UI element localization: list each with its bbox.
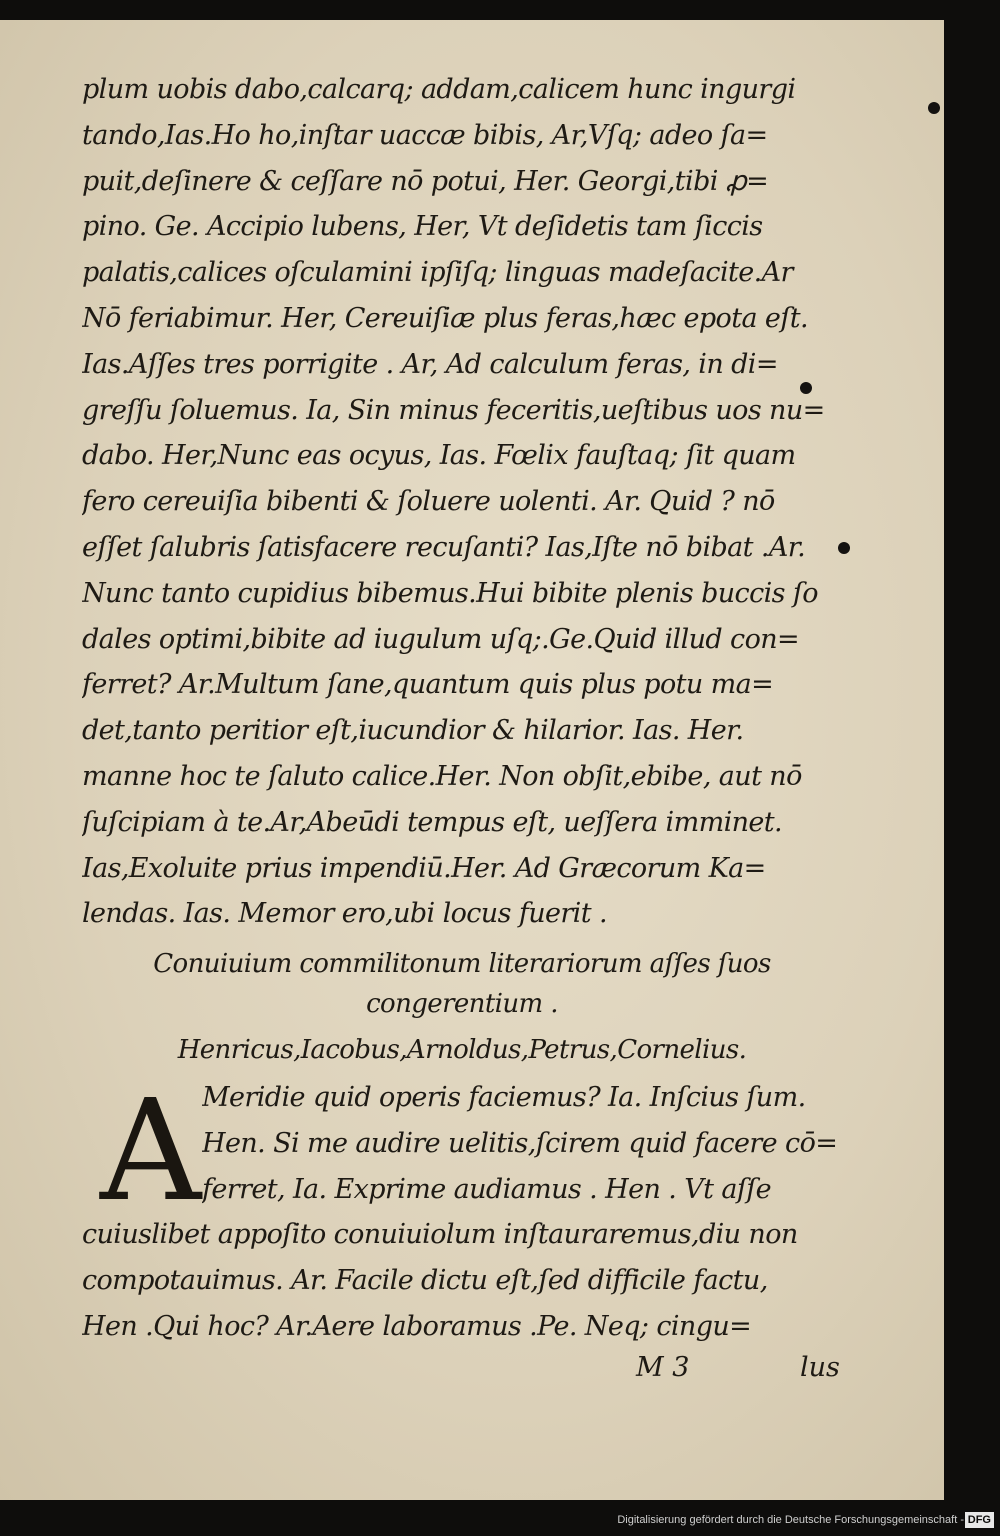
text-line: compotauimus. Ar. Facile dictu eſt,ſed difficile factu, xyxy=(82,1265,768,1297)
text-line: Ias.Aſſes tres porrigite . Ar, Ad calculum feras, in di= xyxy=(82,348,778,380)
text-line: Hen .Qui hoc? Ar.Aere laboramus .Pe. Neq; cingu= xyxy=(82,1311,752,1342)
text-line: manne hoc te ſaluto calice.Her. Non obſit,ebibe, aut nō xyxy=(82,761,802,792)
section-heading-line-1: Conuiuium commilitonum literariorum aſſes ſuos xyxy=(153,949,771,979)
text-line: lendas. Ias. Memor ero,ubi locus fuerit . xyxy=(82,898,607,930)
signature-mark: M 3 xyxy=(636,1352,690,1383)
text-line: tando,Ias.Ho ho,inſtar uaccæ bibis, Ar,Vſq; adeo ſa= xyxy=(82,119,768,151)
text-line: det,tanto peritior eſt,iucundior & hilarior. Ias. Her. xyxy=(82,715,744,747)
text-line: palatis,calices oſculamini ipſiſq; linguas madeſacite.Ar xyxy=(82,257,793,289)
text-line: fero cereuiſia bibenti & ſoluere uolenti. Ar. Quid ? nō xyxy=(82,486,775,518)
text-line: eſſet ſalubris ſatisfacere recuſanti? Ias,Iſte nō bibat .Ar. xyxy=(82,532,806,563)
text-line: ſuſcipiam à te.Ar,Abeūdi tempus eſt, ueſſera imminet. xyxy=(82,806,783,838)
text-line: greſſu ſoluemus. Ia, Sin minus feceritis,ueſtibus uos nu= xyxy=(82,394,825,426)
book-page xyxy=(0,20,944,1500)
text-line: pino. Ge. Accipio lubens, Her, Vt deſidetis tam ſiccis xyxy=(82,211,763,243)
text-line: Hen. Si me audire uelitis,ſcirem quid facere cō= xyxy=(202,1127,838,1159)
text-line: cuiuslibet appoſito conuiuiolum inſtauraremus,diu non xyxy=(82,1219,798,1251)
text-line: dabo. Her,Nunc eas ocyus, Ias. Fœlix fauſtaq; ſit quam xyxy=(82,440,796,472)
ink-spot xyxy=(838,542,850,554)
dfg-logo: DFG xyxy=(965,1512,994,1528)
text-line: plum uobis dabo,calcarq; addam,calicem hunc ingurgi xyxy=(82,74,796,105)
text-line: ferret, Ia. Exprime audiamus . Hen . Vt aſſe xyxy=(202,1173,771,1205)
text-line: Nunc tanto cupidius bibemus.Hui bibite plenis buccis ſo xyxy=(82,577,818,609)
ink-spot xyxy=(800,382,812,394)
section-heading-line-2: congerentium . xyxy=(366,989,558,1019)
ink-spot xyxy=(928,102,940,114)
drop-cap: A xyxy=(100,1070,202,1233)
digitization-credit: Digitalisierung gefördert durch die Deutsche Forschungsgemeinschaft - xyxy=(617,1514,964,1526)
text-line: dales optimi,bibite ad iugulum uſq;.Ge.Quid illud con= xyxy=(82,623,800,655)
speakers-list: Henricus,Iacobus,Arnoldus,Petrus,Cornelius. xyxy=(177,1035,747,1065)
text-line: Meridie quid operis faciemus? Ia. Inſcius ſum. xyxy=(202,1082,806,1113)
text-line: Nō feriabimur. Her, Cereuiſiæ plus feras,hæc epota eſt. xyxy=(82,303,808,334)
catchword: lus xyxy=(800,1352,840,1383)
text-line: ferret? Ar.Multum ſane,quantum quis plus potu ma= xyxy=(82,669,774,701)
text-line: Ias,Exoluite prius impendiū.Her. Ad Græcorum Ka= xyxy=(82,852,766,884)
text-line: puit,deſinere & ceſſare nō potui, Her. Georgi,tibi ꝓ= xyxy=(82,165,769,197)
